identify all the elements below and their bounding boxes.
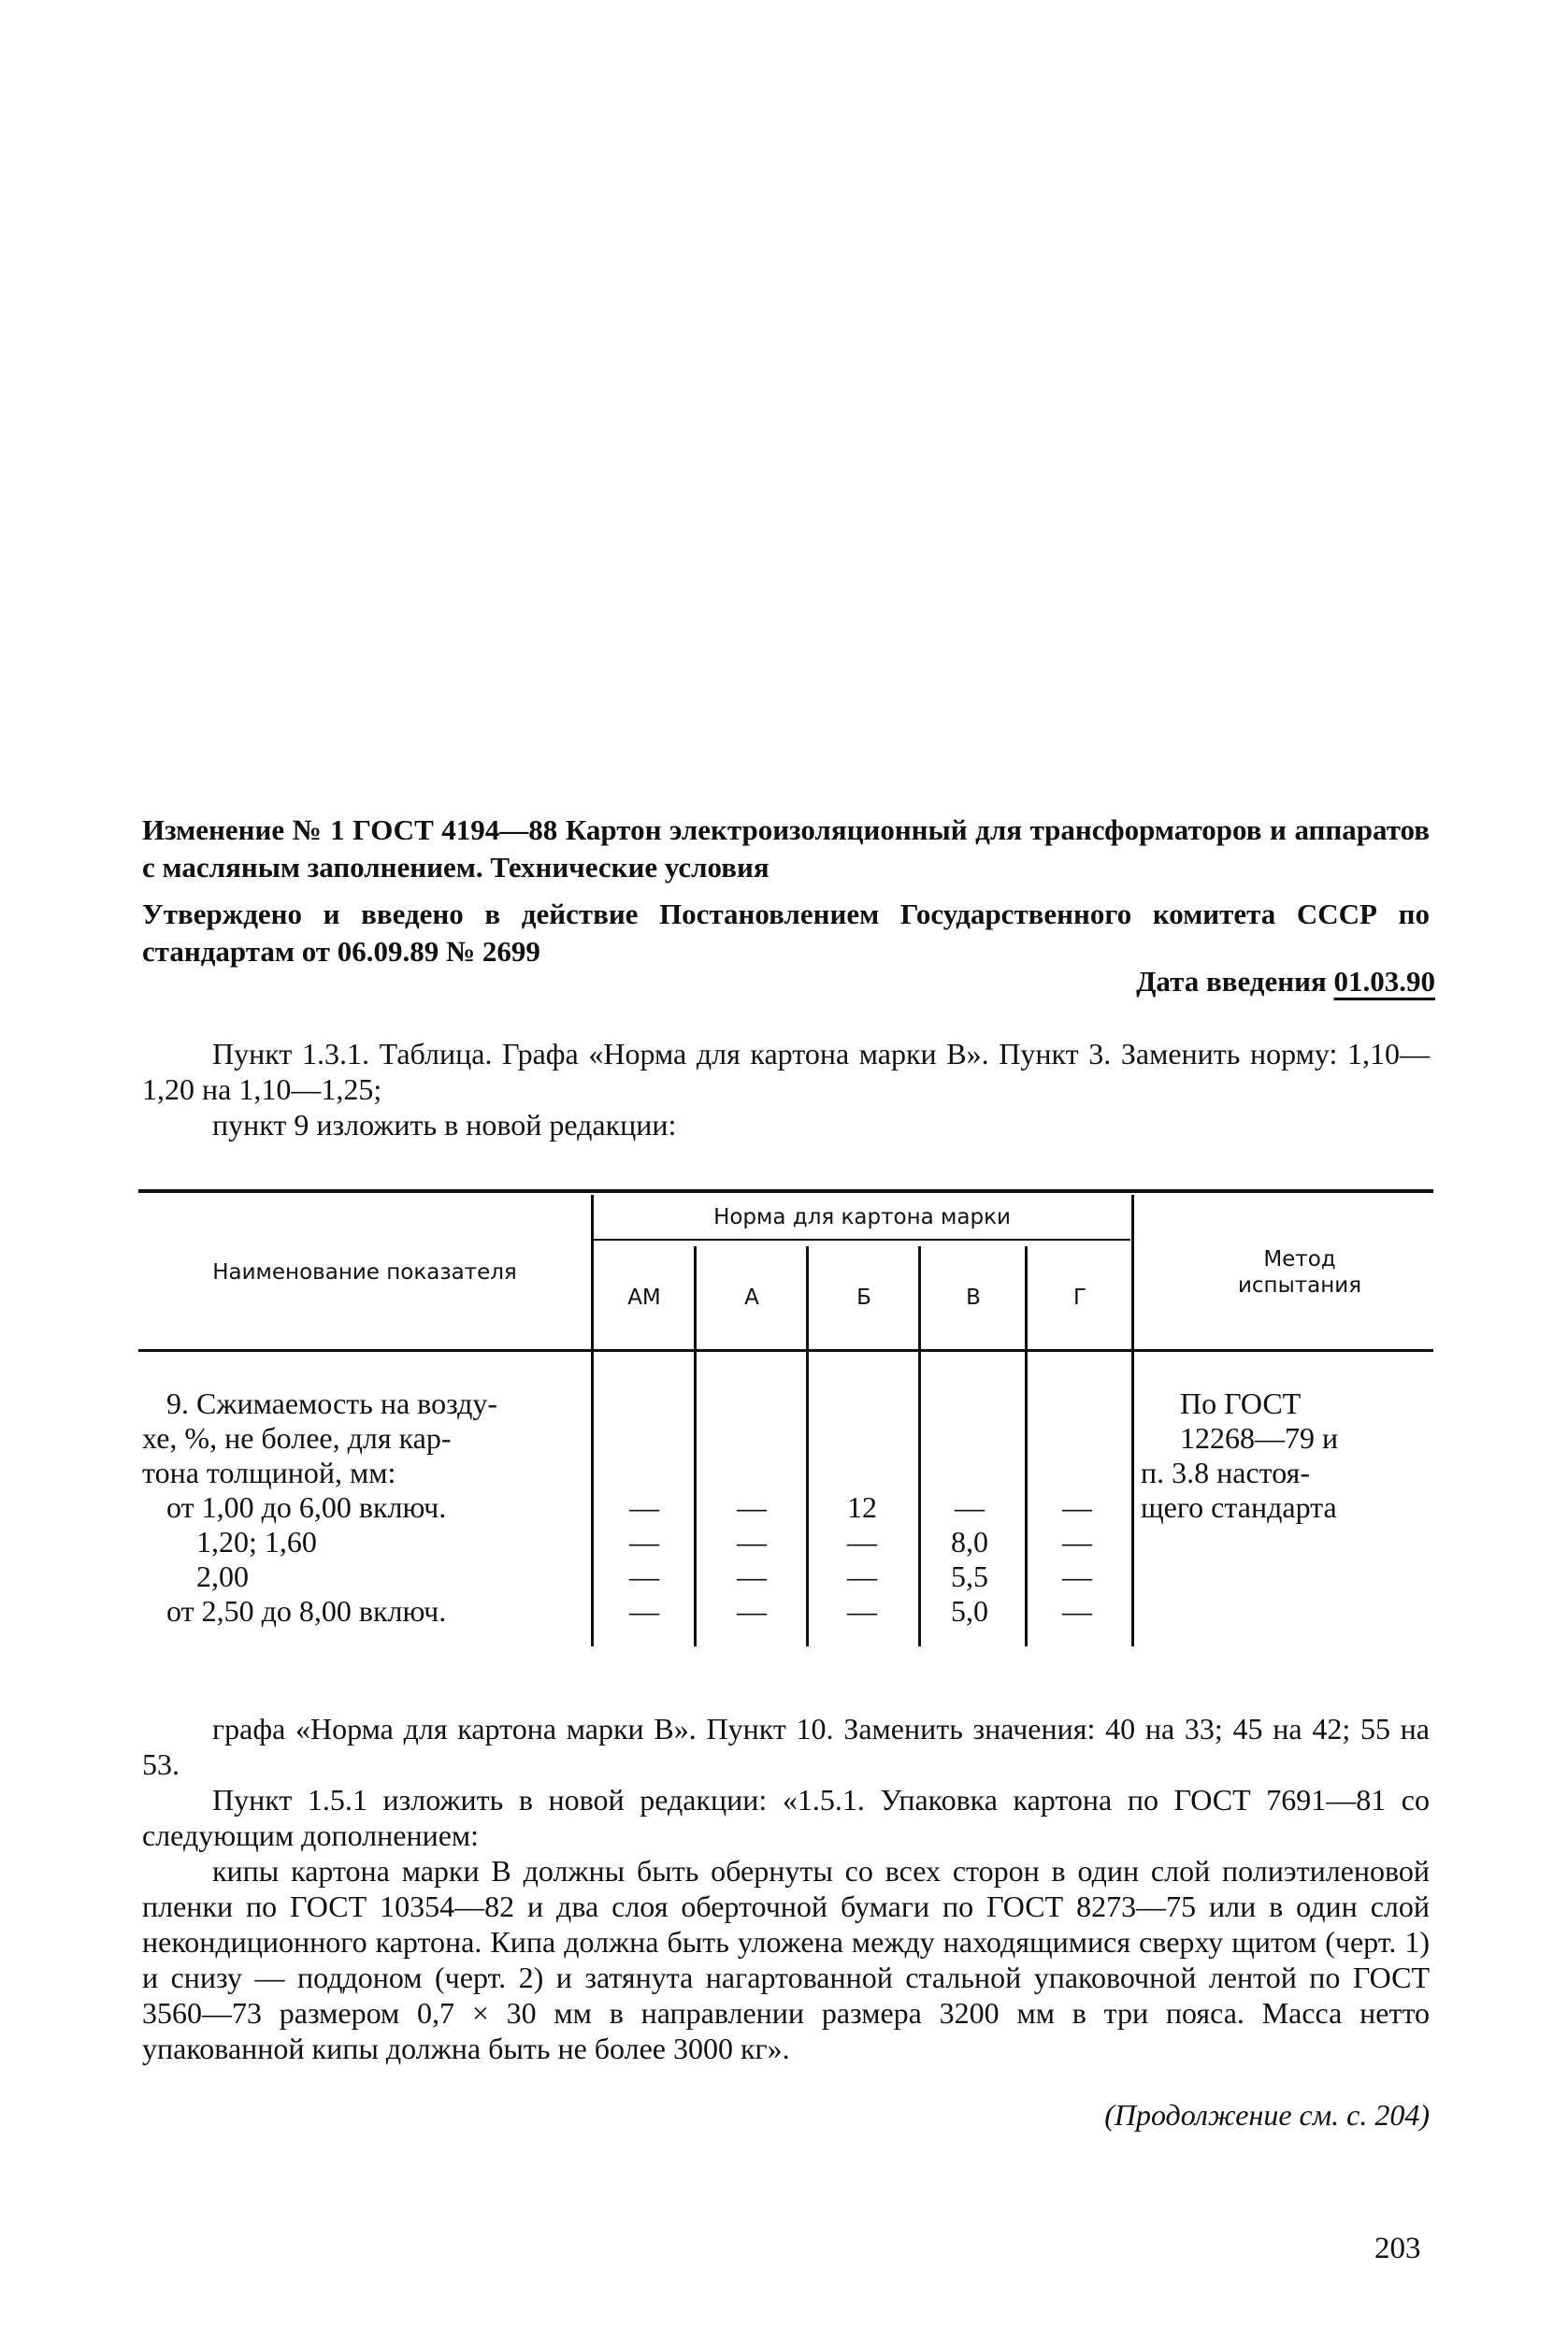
- page-number: 203: [1374, 2232, 1421, 2265]
- col-header-grade-a: А: [744, 1286, 759, 1310]
- table-row-label: от 1,00 до 6,00 включ.: [166, 1490, 447, 1524]
- table-cell: —: [1062, 1594, 1092, 1628]
- col-header-grade-am: АМ: [627, 1286, 661, 1310]
- table-cell: —: [737, 1525, 767, 1559]
- table-cell: —: [955, 1490, 985, 1524]
- table-cell: —: [1062, 1525, 1092, 1559]
- effective-date: [1136, 963, 1435, 1000]
- table-cell: —: [737, 1490, 767, 1524]
- col-divider: [806, 1246, 809, 1646]
- method-line: По ГОСТ: [1180, 1387, 1302, 1420]
- approval-note: Утверждено и введено в действие Постановлением Государственного комитета СССР по стандартам от 06.09.89 № 2699: [142, 898, 1430, 968]
- table-cell: —: [737, 1594, 767, 1628]
- col-divider: [918, 1246, 921, 1646]
- continuation-note: (Продолжение см. с. 204): [1104, 2098, 1430, 2132]
- body-text-1: графа «Норма для картона марки В». Пункт 10. Заменить значения: 40 на 33; 45 на 42; 55 на 53.: [142, 1712, 1430, 1781]
- col-header-grade-g: Г: [1072, 1286, 1087, 1310]
- row-title-line: 9. Сжимаемость на возду-: [166, 1387, 498, 1420]
- method-line: 12268—79 и: [1180, 1421, 1339, 1455]
- col-divider: [1131, 1195, 1134, 1646]
- table-cell: 12: [847, 1490, 877, 1524]
- method-line: щего стандарта: [1141, 1490, 1337, 1524]
- col-divider: [694, 1246, 697, 1646]
- col-divider: [591, 1195, 594, 1646]
- table-row-label: от 2,50 до 8,00 включ.: [166, 1594, 447, 1628]
- col-header-name: Наименование показателя: [212, 1260, 517, 1285]
- effective-date-value: 01.03.90: [1333, 965, 1435, 998]
- table-cell: —: [629, 1594, 659, 1628]
- table-cell: 5,0: [951, 1594, 988, 1628]
- col-header-grade-b: Б: [856, 1286, 871, 1310]
- table-cell: —: [1062, 1559, 1092, 1593]
- table-cell: —: [629, 1525, 659, 1559]
- body-paragraph-1: [142, 1711, 1430, 1782]
- body-paragraph-3: кипы картона марки В должны быть обернуты со всех сторон в один слой полиэтиленовой пленки по ГОСТ 10354—82 и два слоя оберточной бумаги по ГОСТ 8273—75 или в один слой некондиционного картона. Кипа должна быть уложена между находящимися сверху щитом (черт. 1) и снизу — поддоном (черт. 2) и затянута нагартованной стальной упаковочной лентой по ГОСТ 3560—73 размером 0,7 × 30 мм в направлении размера 3200 мм в три пояса. Масса нетто упакованной кипы должна быть не более 3000 кг».: [142, 1854, 1430, 2065]
- body-paragraph-2: Пункт 1.5.1 изложить в новой редакции: «1.5.1. Упаковка картона по ГОСТ 7691—81 со следующим дополнением:: [142, 1783, 1430, 1852]
- intro-line-2: пункт 9 изложить в новой редакции:: [212, 1108, 677, 1142]
- method-line: п. 3.8 настоя-: [1141, 1456, 1310, 1489]
- col-header-norm: Норма для картона марки: [713, 1205, 1011, 1229]
- table-cell: —: [629, 1559, 659, 1593]
- col-header-method: Метод испытания: [1237, 1247, 1362, 1298]
- table-cell: —: [737, 1559, 767, 1593]
- table-row-label: 1,20; 1,60: [196, 1525, 317, 1559]
- intro-line-1: Пункт 1.3.1. Таблица. Графа «Норма для картона марки В». Пункт 3. Заменить норму: 1,10—1,20 на 1,10—1,25;: [142, 1037, 1430, 1106]
- document-title: Изменение № 1 ГОСТ 4194—88 Картон электроизоляционный для трансформаторов и аппаратов с масляным заполнением. Технические условия: [142, 813, 1430, 884]
- table-header-rule: [138, 1349, 1433, 1352]
- grade-header-rule: [591, 1239, 1130, 1241]
- table-row-label: 2,00: [196, 1559, 249, 1593]
- table-cell: —: [629, 1490, 659, 1524]
- row-title-line: хе, %, не более, для кар-: [142, 1421, 452, 1455]
- table-cell: 8,0: [951, 1525, 988, 1559]
- intro-paragraph: [142, 1036, 1430, 1142]
- row-title-line: тона толщиной, мм:: [142, 1456, 396, 1489]
- effective-date-label: Дата введения: [1136, 965, 1327, 998]
- col-divider: [1025, 1246, 1028, 1646]
- table-top-rule: [138, 1189, 1433, 1193]
- table-cell: 5,5: [951, 1559, 988, 1593]
- table-cell: —: [847, 1594, 877, 1628]
- col-header-grade-v: В: [966, 1286, 981, 1310]
- table-cell: —: [847, 1559, 877, 1593]
- table-cell: —: [1062, 1490, 1092, 1524]
- table-cell: —: [847, 1525, 877, 1559]
